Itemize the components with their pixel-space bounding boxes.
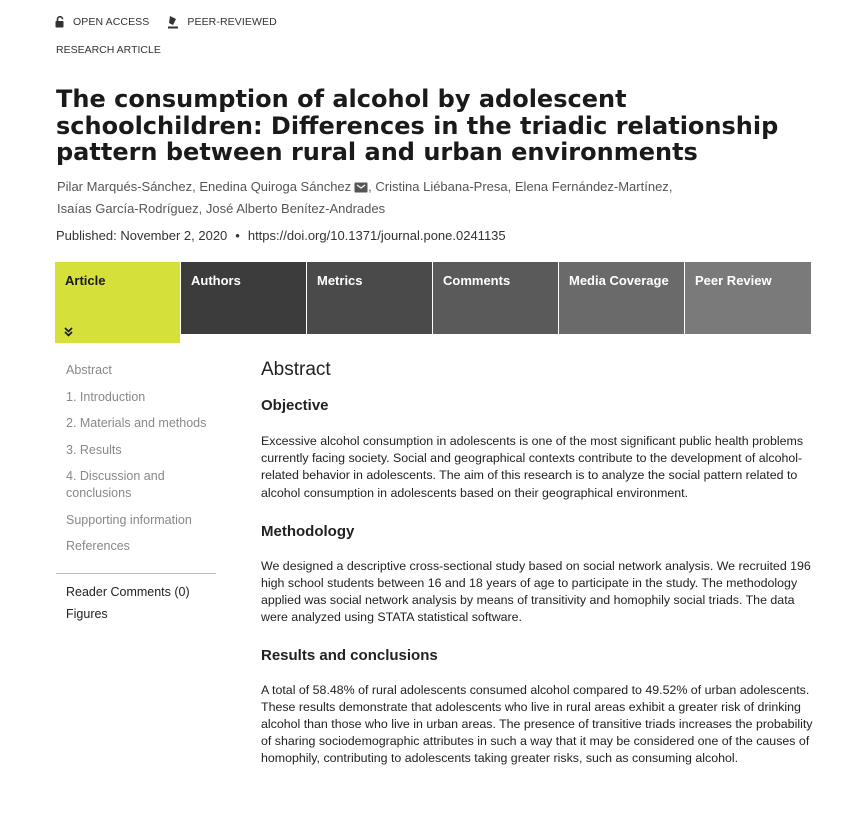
tab-article[interactable] [55,262,180,343]
tab-label: Authors [191,273,241,288]
peer-reviewed-badge [167,15,276,29]
toc-link-references[interactable]: References [66,539,130,553]
article-tabs [55,262,811,344]
abstract-heading: Abstract [261,359,331,380]
doi-link[interactable]: https://doi.org/10.1371/journal.pone.0241135 [247,228,506,243]
toc-link-discussion[interactable]: 4. Discussion and conclusions [66,469,165,500]
tab-label: Metrics [317,273,363,288]
publication-info [56,228,506,243]
toc-link-introduction[interactable]: 1. Introduction [66,389,146,404]
abstract-content [261,358,816,768]
double-chevron-down-icon [64,327,73,337]
peer-reviewed-icon [167,15,179,29]
tab-authors[interactable] [181,262,306,334]
sidebar-links [66,584,190,628]
toc-link-abstract[interactable]: Abstract [66,363,112,377]
tab-metrics[interactable] [307,262,432,334]
tab-label: Comments [443,273,511,288]
separator-dot: • [235,228,240,243]
toc-link-supporting-info[interactable]: Supporting information [66,512,192,527]
open-access-label: OPEN ACCESS [73,16,150,28]
open-lock-icon [55,16,65,28]
methodology-heading: Methodology [261,522,355,540]
tab-label: Peer Review [695,273,772,288]
tab-label: Article [65,273,106,288]
sidebar-divider [56,573,216,574]
results-heading: Results and conclusions [261,646,438,664]
open-access-badge [55,16,149,28]
article-type: RESEARCH ARTICLE [56,44,161,56]
author-name[interactable]: Cristina Liébana-Presa [375,179,508,194]
tab-label: Media Coverage [569,273,669,288]
author-name[interactable]: José Alberto Benítez-Andrades [205,201,386,216]
author-name[interactable]: Pilar Marqués-Sánchez [57,179,193,194]
objective-heading: Objective [261,397,329,414]
access-badges [55,15,295,29]
author-name[interactable]: Enedina Quiroga Sánchez [199,179,352,194]
results-text: A total of 58.48% of rural adolescents consumed alcohol compared to 49.52% of urban adolescents. These results demonstrate that adolescents who live in rural areas exhibit a greater risk of drinking alcohol than those who live in urban areas. The presence of transitive triads increases the probability of sharing sociodemographic attributes in such a way that it may be considered one of the causes of homophily, contributing to adolescents taking greater risks, such as consuming alcohol. [261,682,813,766]
tab-media-coverage[interactable] [559,262,684,334]
tab-peer-review[interactable] [685,262,811,334]
author-list: Pilar Marqués-Sánchez, Enedina Quiroga Sánchez , Cristina Liébana-Presa, Elena Fernández-Martínez, Isaías García-Rodríguez, José Alberto Benítez-Andrades [57,179,673,216]
author-name[interactable]: Elena Fernández-Martínez [514,179,669,194]
author-name[interactable]: Isaías García-Rodríguez [57,201,199,216]
article-title: The consumption of alcohol by adolescent schoolchildren: Differences in the triadic relationship pattern between rural and urban environments [56,85,779,166]
methodology-text: We designed a descriptive cross-sectional study based on social network analysis. We recruited 196 high school students between 16 and 18 years of age to participate in the study. The methodology applied was social network analysis by means of transitivity and homophily social triads. The data were analyzed using STATA statistical software. [261,558,811,625]
email-icon[interactable] [354,182,368,193]
tab-comments[interactable] [433,262,558,334]
reader-comments-link[interactable]: Reader Comments (0) [66,585,190,599]
table-of-contents [66,362,216,565]
objective-text: Excessive alcohol consumption in adolescents is one of the most significant public health problems currently facing society. Social and geographical contexts contribute to the development of alcohol-related behavior in adolescents. The aim of this research is to analyze the social pattern related to alcohol consumption in adolescents based on their geographical environment. [261,434,804,500]
toc-link-materials-methods[interactable]: 2. Materials and methods [66,416,207,430]
figures-link[interactable]: Figures [66,607,108,621]
peer-reviewed-label: PEER-REVIEWED [187,16,277,28]
published-date: Published: November 2, 2020 [56,228,228,243]
toc-link-results[interactable]: 3. Results [66,442,122,457]
